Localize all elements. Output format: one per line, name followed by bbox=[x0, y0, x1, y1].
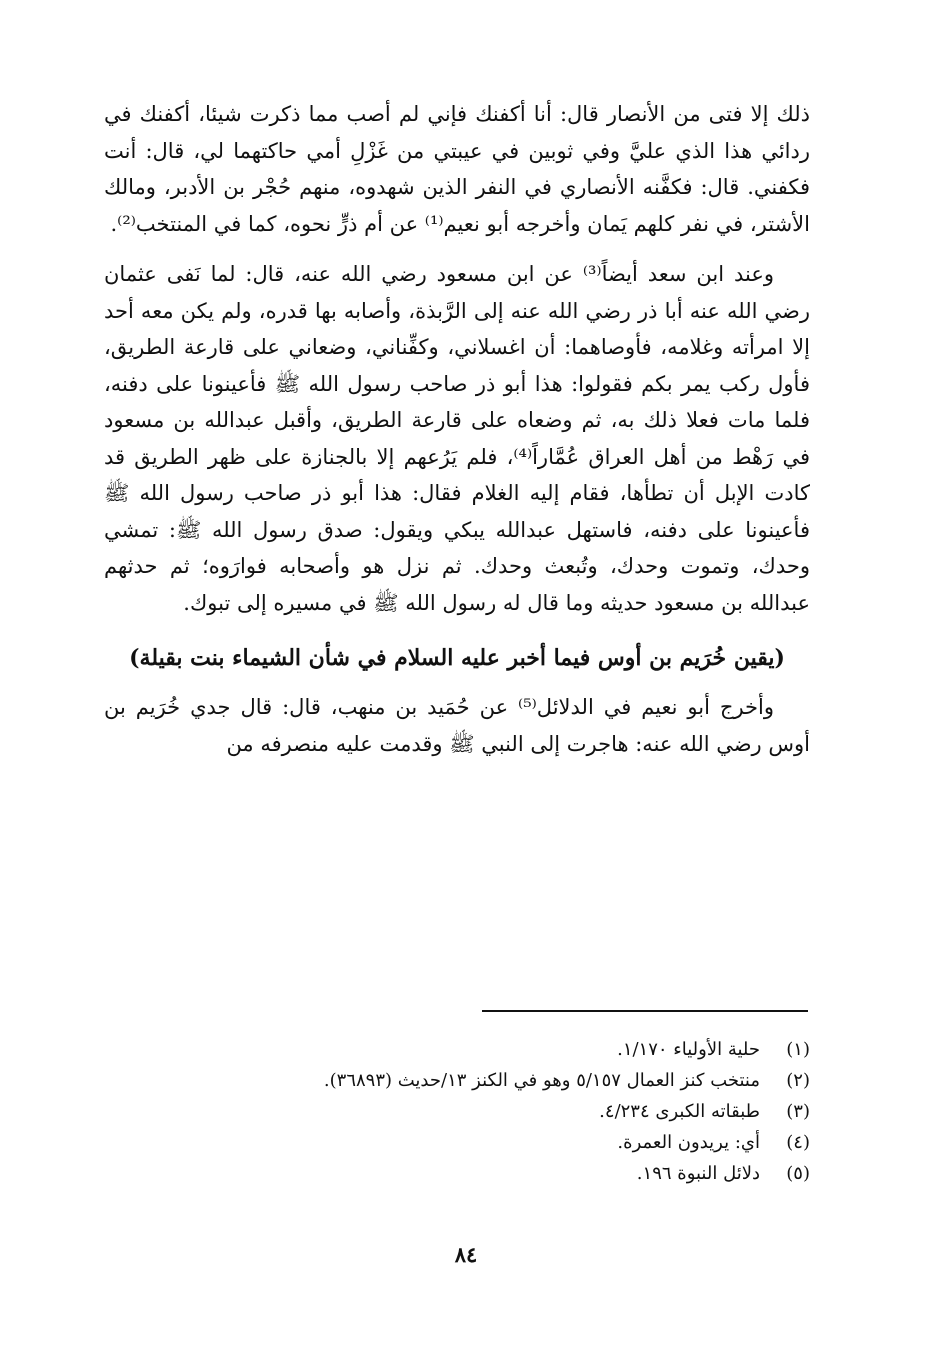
footnote-number: (٣) bbox=[786, 1101, 810, 1122]
footnote-number: (٥) bbox=[786, 1163, 810, 1184]
footnote-item bbox=[104, 1034, 810, 1065]
footnote-text: منتخب كنز العمال ٥/١٥٧ وهو في الكنز ١٣/حديث (٣٦٨٩٣). bbox=[323, 1070, 760, 1091]
main-text bbox=[104, 96, 810, 762]
page-number: ٨٤ bbox=[454, 1242, 478, 1267]
footnote-number: (٤) bbox=[786, 1132, 810, 1153]
footnote-number: (٢) bbox=[786, 1070, 810, 1091]
paragraph-1: ذلك إلا فتى من الأنصار قال: أنا أكفنك فإني لم أصب مما ذكرت شيئا، أكفنك في ردائي هذا الذي عليَّ وفي ثوبين في عيبتي من غَزْلِ أمي حاكتهما لي، قال: أنت فكفني. قال: فكفَّنه الأنصاري في النفر الذين شهدوه، منهم حُجْر بن الأدبر، ومالك الأشتر، في نفر كلهم يَمان وأخرجه أبو نعيم⁽¹⁾ عن أم ذرٍّ نحوه، كما في المنتخب⁽²⁾. bbox=[104, 102, 810, 236]
footnote-text: حلية الأولياء ١/١٧٠. bbox=[617, 1039, 760, 1060]
section-heading: (يقين خُرَيم بن أوس فيما أخبر عليه السلام في شأن الشيماء بنت بقيلة) bbox=[129, 645, 785, 671]
footnote-text: دلائل النبوة ١٩٦. bbox=[636, 1163, 760, 1184]
paragraph-2: وعند ابن سعد أيضاً⁽³⁾ عن ابن مسعود رضي الله عنه، قال: لما نَفى عثمان رضي الله عنه أبا ذر رضي الله عنه إلى الرَّبذة، وأصابه بها قدره، ولم يكن معه أحد إلا امرأته وغلامه، فأوصاهما: أن اغسلاني، وكفِّناني، وضعاني على قارعة الطريق، فأول ركب يمر بكم فقولوا: هذا أبو ذر صاحب رسول الله ﷺ فأعينونا على دفنه، فلما مات فعلا ذلك به، ثم وضعاه على قارعة الطريق، وأقبل عبدالله بن مسعود في رَهْط من أهل العراق عُمَّاراً⁽⁴⁾، فلم يَرُعهم إلا بالجنازة على ظهر الطريق قد كادت الإبل أن تطأها، فقام إليه الغلام فقال: هذا أبو ذر صاحب رسول الله ﷺ فأعينونا على دفنه، فاستهل عبدالله يبكي ويقول: صدق رسول الله ﷺ: تمشي وحدك، وتموت وحدك، وتُبعث وحدك. ثم نزل هو وأصحابه فوارَوه؛ ثم حدثهم عبدالله بن مسعود حديثه وما قال له رسول الله ﷺ في مسيره إلى تبوك. bbox=[104, 262, 810, 615]
footnote-item bbox=[104, 1096, 810, 1127]
footnote-text: طبقاته الكبرى ٤/٢٣٤. bbox=[599, 1101, 760, 1122]
paragraph-3: وأخرج أبو نعيم في الدلائل⁽⁵⁾ عن حُمَيد بن منهب، قال: قال جدي خُرَيم بن أوس رضي الله عنه: هاجرت إلى النبي ﷺ وقدمت عليه منصرفه من bbox=[104, 695, 810, 756]
footnotes-list bbox=[104, 1034, 810, 1189]
footnote-number: (١) bbox=[786, 1039, 810, 1060]
footnote-text: أي: يريدون العمرة. bbox=[617, 1132, 760, 1153]
footnote-item bbox=[104, 1127, 810, 1158]
footnote-separator bbox=[482, 1010, 808, 1012]
footnote-item bbox=[104, 1065, 810, 1096]
footnote-item bbox=[104, 1158, 810, 1189]
